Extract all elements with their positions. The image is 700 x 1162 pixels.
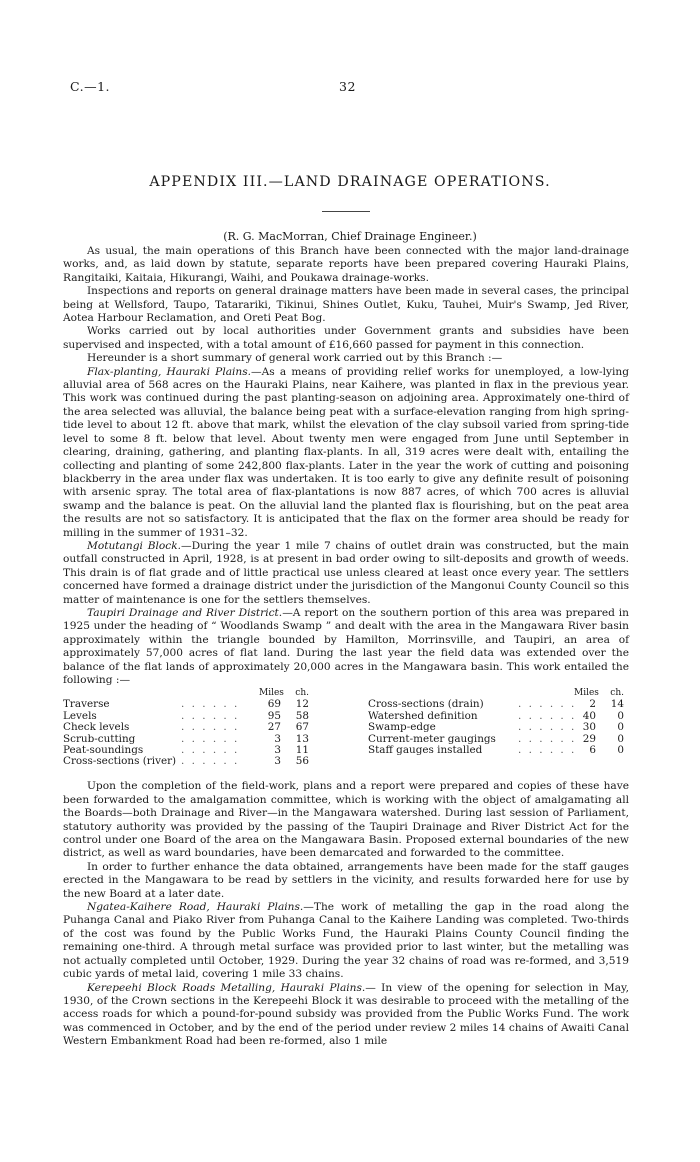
miles-value: 3	[274, 743, 281, 756]
miles-value: 2	[589, 698, 596, 711]
paragraph	[63, 982, 629, 1049]
work-item-label: Watershed definition	[368, 709, 478, 722]
header-chains: ch.	[295, 688, 309, 699]
work-item-label: Scrub-cutting	[63, 732, 136, 745]
work-item-label: Cross-sections (river)	[63, 755, 177, 768]
leader-dots: . . . . . .	[181, 698, 240, 711]
leader-dots: . . . . . .	[518, 698, 577, 711]
miles-value: 27	[267, 721, 281, 734]
leader-dots: . . . . . .	[518, 743, 577, 756]
section-heading: Flax-planting, Hauraki Plains.	[87, 365, 252, 378]
table-row	[368, 743, 624, 756]
paragraph-text: As usual, the main operations of this Branch have been connected with the major land-drainage works, and, as laid down by statute, separate reports have been prepared covering Hauraki Plains, Rangitaiki, Kaitaia, Hikurangi, Waihi, and Poukawa drainage-works.	[63, 245, 629, 284]
paragraph-text: —A report on the southern portion of this area was prepared in 1925 under the heading of “ Woodlands Swamp ” and dealt with the area in the Mangawara River basin approximately within the triangle bounded by Hamilton, Morrinsville, and Taupiri, an area of approximately 57,000 acres of flat land. During the last year the field data was extended over the balance of the flat lands of approximately 20,000 acres in the Mangawara basin. This work entailed the following :—	[63, 606, 629, 686]
chains-value: 13	[295, 732, 309, 745]
table-row	[63, 722, 313, 733]
section-heading: Kerepeehi Block Roads Metalling, Hauraki Plains.	[87, 981, 366, 994]
work-item-label: Cross-sections (drain)	[368, 698, 484, 711]
paragraph-text: Hereunder is a short summary of general work carried out by this Branch :—	[87, 352, 503, 365]
paragraph	[63, 366, 629, 540]
paragraph	[63, 901, 629, 981]
work-item-label: Current-meter gaugings	[368, 732, 496, 745]
leader-dots: . . . . . .	[181, 755, 240, 768]
table-row	[368, 721, 624, 734]
header-miles: Miles	[259, 688, 284, 699]
section-heading: Taupiri Drainage and River District.	[87, 606, 283, 619]
miles-value: 3	[274, 732, 281, 745]
leader-dots: . . . . . .	[518, 732, 577, 745]
work-item-label: Staff gauges installed	[368, 743, 483, 756]
chains-value: 67	[295, 721, 309, 734]
leader-dots: . . . . . .	[181, 721, 240, 734]
paragraph-text: In order to further enhance the data obtained, arrangements have been made for the staff gauges erected in the Mangawara to be read by settlers in the vicinity, and results forwarded here for use by the new Board at a later date.	[63, 860, 629, 900]
paragraph-text: Works carried out by local authorities under Government grants and subsidies have been supervised and inspected, with a total amount of £16,660 passed for payment in this connection.	[63, 325, 629, 351]
miles-value: 6	[589, 743, 596, 756]
work-item-label: Check levels	[63, 721, 130, 734]
paragraphs-bottom	[63, 780, 629, 1048]
paragraph	[63, 780, 629, 860]
section-heading: Motutangi Block.	[87, 539, 181, 552]
chains-value: 11	[295, 743, 309, 756]
paragraph-text: Inspections and reports on general drainage matters have been made in several cases, the principal being at Wellsford, Taupo, Tatarariki, Tikinui, Shines Outlet, Kuku, Tauhei, Muir's Swamp, Jed River, Aotea Harbour Reclamation, and Oreti Peat Bog.	[63, 285, 629, 325]
paragraph-text: —The work of metalling the gap in the road along the Puhanga Canal and Piako River from Puhanga Canal to the Kaihere Landing was completed. Two-thirds of the cost was found by the Public Works Fund, the Hauraki Plains County Council finding the remaining one-third. A through metal surface was provided prior to last winter, but the metalling was not actually completed until October, 1929. During the year 32 chains of road was re-formed, and 3,519 cubic yards of metal laid, covering 1 mile 33 chains.	[63, 901, 629, 981]
chains-value: 12	[295, 698, 309, 711]
paragraph-text: —During the year 1 mile 7 chains of outlet drain was constructed, but the main outfall constructed in April, 1928, is at present in bad order owing to silt-deposits and growth of weeds. This drain is of flat grade and of little practical use unless cleared at least once every year. The settlers concerned have formed a drainage district under the jurisdiction of the Mangonui County Council so this matter of maintenance is one for the settlers themselves.	[63, 539, 630, 606]
author-line: (R. G. MacMorran, Chief Drainage Engineer.)	[223, 230, 477, 243]
miles-value: 95	[267, 709, 281, 722]
header-code: C.—1.	[70, 79, 111, 94]
table-right-column	[368, 688, 624, 756]
work-item-label: Swamp-edge	[368, 721, 436, 734]
paragraph-text: — In view of the opening for selection in May, 1930, of the Crown sections in the Kerepeehi Block it was desirable to proceed with the metalling of the access roads for which a pound-for-pound subsidy was provided from the Public Works Fund. The work was commenced in October, and by the end of the period under review 2 miles 14 chains of Awaiti Canal Western Embankment Road had been re-formed, also 1 mile	[63, 981, 629, 1048]
table-left-column	[63, 688, 313, 767]
chains-value: 0	[617, 721, 624, 734]
paragraph	[63, 607, 629, 687]
chains-value: 56	[295, 755, 309, 768]
chains-value: 0	[617, 709, 624, 722]
appendix-title: APPENDIX III.—LAND DRAINAGE OPERATIONS.	[149, 174, 551, 190]
leader-dots: . . . . . .	[518, 721, 577, 734]
chains-value: 0	[617, 732, 624, 745]
body-text	[63, 245, 629, 1049]
paragraph	[63, 285, 629, 325]
survey-work-table	[63, 688, 629, 780]
miles-value: 40	[582, 709, 596, 722]
chains-value: 58	[295, 709, 309, 722]
leader-dots: . . . . . .	[181, 709, 240, 722]
paragraph	[63, 325, 629, 352]
title-divider	[322, 211, 370, 212]
paragraph	[63, 861, 629, 901]
chains-value: 14	[610, 698, 624, 711]
header-miles: Miles	[574, 688, 599, 699]
paragraph-text: Upon the completion of the field-work, plans and a report were prepared and copies of these have been forwarded to the amalgamation committee, which is working with the object of amalgamating all the Boards—both Drainage and River—in the Mangawara watershed. During last session of Parliament, statutory authority was provided by the passing of the Taupiri Drainage and River District Act for the control under one Board of the area on the Mangawara Basin. Proposed external boundaries of the new district, as well as ward boundaries, have been demarcated and forwarded to the committee.	[63, 780, 629, 860]
page-number: 32	[339, 79, 356, 94]
paragraph	[63, 540, 629, 607]
table-row	[63, 756, 313, 767]
miles-value: 69	[267, 698, 281, 711]
paragraph	[63, 352, 629, 365]
leader-dots: . . . . . .	[181, 743, 240, 756]
paragraph	[63, 245, 629, 285]
leader-dots: . . . . . .	[518, 709, 577, 722]
section-heading: Ngatea-Kaihere Road, Hauraki Plains.	[87, 901, 304, 914]
paragraph-text: —As a means of providing relief works for unemployed, a low-lying alluvial area of 568 acres on the Hauraki Plains, near Kaihere, was planted in flax in the previous year. This work was continued during the past planting-season on adjoining area. Approximately one-third of the area selected was alluvial, the balance being peat with a surface-elevation ranging from high spring-tide level to about 12 ft. above that mark, whilst the elevation of the clay subsoil varied from spring-tide level to some 8 ft. below that level. About twenty men were engaged from June until September in clearing, draining, gathering, and planting flax-plants. In all, 319 acres were dealt with, entailing the collecting and planting of some 242,800 flax-plants. Later in the year the work of cutting and poisoning blackberry in the area under flax was undertaken. It is too early to give any definite result of poisoning with arsenic spray. The total area of flax-plantations is now 887 acres, of which 700 acres is alluvial swamp and the balance is peat. On the alluvial land the planted flax is flourishing, but on the peat area the results are not so satisfactory. It is anticipated that the flax on the former area should be ready for milling in the summer of 1931–32.	[63, 365, 630, 539]
miles-value: 29	[582, 732, 596, 745]
leader-dots: . . . . . .	[181, 732, 240, 745]
work-item-label: Peat-soundings	[63, 743, 144, 756]
chains-value: 0	[617, 743, 624, 756]
miles-value: 30	[582, 721, 596, 734]
header-chains: ch.	[610, 688, 624, 699]
work-item-label: Levels	[63, 709, 97, 722]
work-item-label: Traverse	[63, 698, 110, 711]
paragraphs-top	[63, 245, 629, 687]
miles-value: 3	[274, 755, 281, 768]
